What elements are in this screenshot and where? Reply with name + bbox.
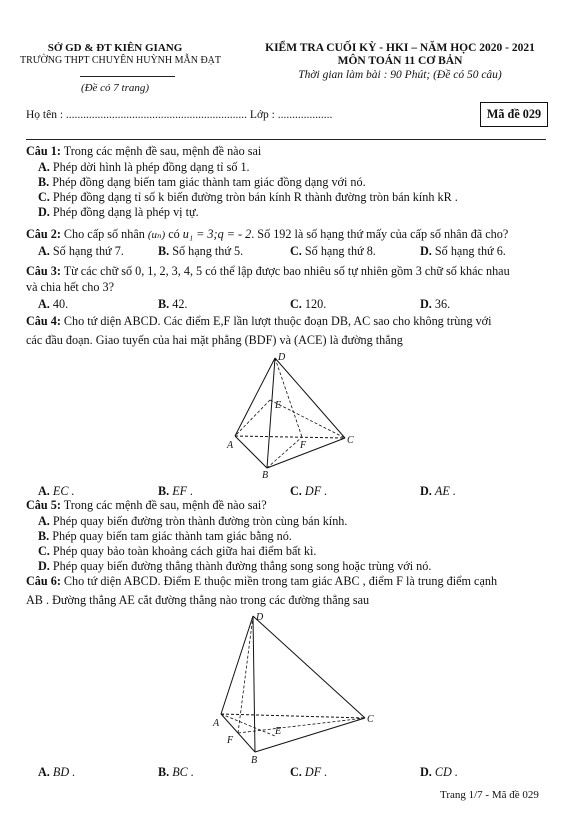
label-c: C	[347, 435, 354, 446]
sequence-symbol: (uₙ)	[147, 229, 166, 241]
exam-code-box: Mã đề 029	[480, 102, 548, 127]
label-a: A	[213, 718, 220, 729]
question-label: Câu 5:	[26, 498, 61, 512]
option-4b[interactable]: B. EF .	[158, 484, 194, 498]
question-3: Câu 3: Từ các chữ số 0, 1, 2, 3, 4, 5 có thể lập được bao nhiêu số tự nhiên gồm 3 chữ số khác nhau	[26, 264, 510, 278]
option-4d[interactable]: D. AE .	[420, 484, 456, 498]
label-a: A	[227, 440, 234, 451]
option-6b[interactable]: B. BC .	[158, 765, 194, 779]
option-2c[interactable]: C. Số hạng thứ 8.	[290, 244, 376, 258]
time-note: Thời gian làm bài : 90 Phút; (Đề có 50 câu)	[298, 69, 502, 81]
question-label: Câu 3:	[26, 264, 61, 278]
question-label: Câu 1:	[26, 144, 61, 158]
option-2b[interactable]: B. Số hạng thứ 5.	[158, 244, 244, 258]
question-1	[26, 144, 261, 159]
label-f: F	[300, 440, 307, 451]
header-divider	[80, 76, 175, 77]
question-6-line2: AB . Đường thẳng AE cắt đường thẳng nào trong các đường thẳng sau	[26, 593, 370, 607]
tetrahedron-figure-2	[205, 608, 385, 768]
option-3d[interactable]: D. 36.	[420, 297, 451, 311]
exam-title: KIỂM TRA CUỐI KỲ - HKI – NĂM HỌC 2020 - 2021	[265, 42, 535, 54]
option-3b[interactable]: B. 42.	[158, 297, 188, 311]
option-1d[interactable]: D. Phép đồng dạng là phép vị tự.	[38, 205, 199, 219]
option-6d[interactable]: D. CD .	[420, 765, 458, 779]
option-5a[interactable]: A. Phép quay biến đường tròn thành đường tròn cùng bán kính.	[38, 514, 348, 528]
option-4c[interactable]: C. DF .	[290, 484, 328, 498]
option-2a[interactable]: A. Số hạng thứ 7.	[38, 244, 124, 258]
page-footer: Trang 1/7 - Mã đề 029	[440, 789, 539, 801]
option-4a[interactable]: A. EC .	[38, 484, 75, 498]
question-5: Câu 5: Trong các mệnh đề sau, mệnh đề nào sai?	[26, 498, 267, 512]
option-1a[interactable]: A. Phép dời hình là phép đồng dạng tỉ số 1.	[38, 160, 250, 174]
option-1b[interactable]: B. Phép đồng dạng biến tam giác thành tam giác đồng dạng với nó.	[38, 175, 366, 189]
option-5c[interactable]: C. Phép quay bảo toàn khoảng cách giữa hai điểm bất kì.	[38, 544, 317, 558]
label-b: B	[251, 755, 258, 766]
department-name: SỞ GD & ĐT KIÊN GIANG	[47, 42, 183, 54]
option-2d[interactable]: D. Số hạng thứ 6.	[420, 244, 506, 258]
option-5b[interactable]: B. Phép quay biến tam giác thành tam giác bằng nó.	[38, 529, 292, 543]
header-bottom-rule	[26, 139, 546, 140]
question-label: Câu 2:	[26, 227, 61, 241]
label-f: F	[227, 735, 234, 746]
question-4-line2: các đầu đoạn. Giao tuyến của hai mặt phẳng (BDF) và (ACE) là đường thẳng	[26, 333, 403, 347]
option-1c[interactable]: C. Phép đồng dạng tỉ số k biến đường tròn bán kính R thành đường tròn bán kính kR .	[38, 190, 458, 204]
question-label: Câu 4:	[26, 314, 61, 328]
page-count-note: (Đề có 7 trang)	[80, 82, 150, 94]
question-2: Câu 2: Cho cấp số nhân (uₙ) có u₁ = 3;q = - 2. Số 192 là số hạng thứ mấy của cấp số nhân đã cho?	[26, 227, 509, 241]
school-name: TRƯỜNG THPT CHUYÊN HUỲNH MẪN ĐẠT	[20, 55, 222, 66]
label-d: D	[256, 612, 264, 623]
tetrahedron-figure-1	[220, 350, 370, 480]
name-class-line: Họ tên : ............................................................... Lớp : ...................	[26, 109, 333, 121]
label-b: B	[262, 470, 269, 480]
label-c: C	[367, 714, 374, 725]
question-3-line2: và chia hết cho 3?	[26, 280, 114, 294]
option-5d[interactable]: D. Phép quay biến đường thẳng thành đường thẳng song song hoặc trùng với nó.	[38, 559, 432, 573]
question-6: Câu 6: Cho tứ diện ABCD. Điểm E thuộc miền trong tam giác ABC , điểm F là trung điểm cạnh	[26, 574, 498, 588]
subject-title: MÔN TOÁN 11 CƠ BẢN	[337, 55, 463, 67]
label-e: E	[275, 400, 282, 411]
question-4: Câu 4: Cho tứ diện ABCD. Các điểm E,F lần lượt thuộc đoạn DB, AC sao cho không trùng với	[26, 314, 492, 328]
option-3a[interactable]: A. 40.	[38, 297, 69, 311]
option-3c[interactable]: C. 120.	[290, 297, 327, 311]
question-text: Trong các mệnh đề sau, mệnh đề nào sai	[63, 144, 262, 158]
option-6a[interactable]: A. BD .	[38, 765, 76, 779]
label-e: E	[275, 726, 282, 737]
option-6c[interactable]: C. DF .	[290, 765, 328, 779]
label-d: D	[278, 352, 286, 363]
question-label: Câu 6:	[26, 574, 61, 588]
sequence-condition: u₁ = 3;q = - 2	[182, 227, 252, 241]
